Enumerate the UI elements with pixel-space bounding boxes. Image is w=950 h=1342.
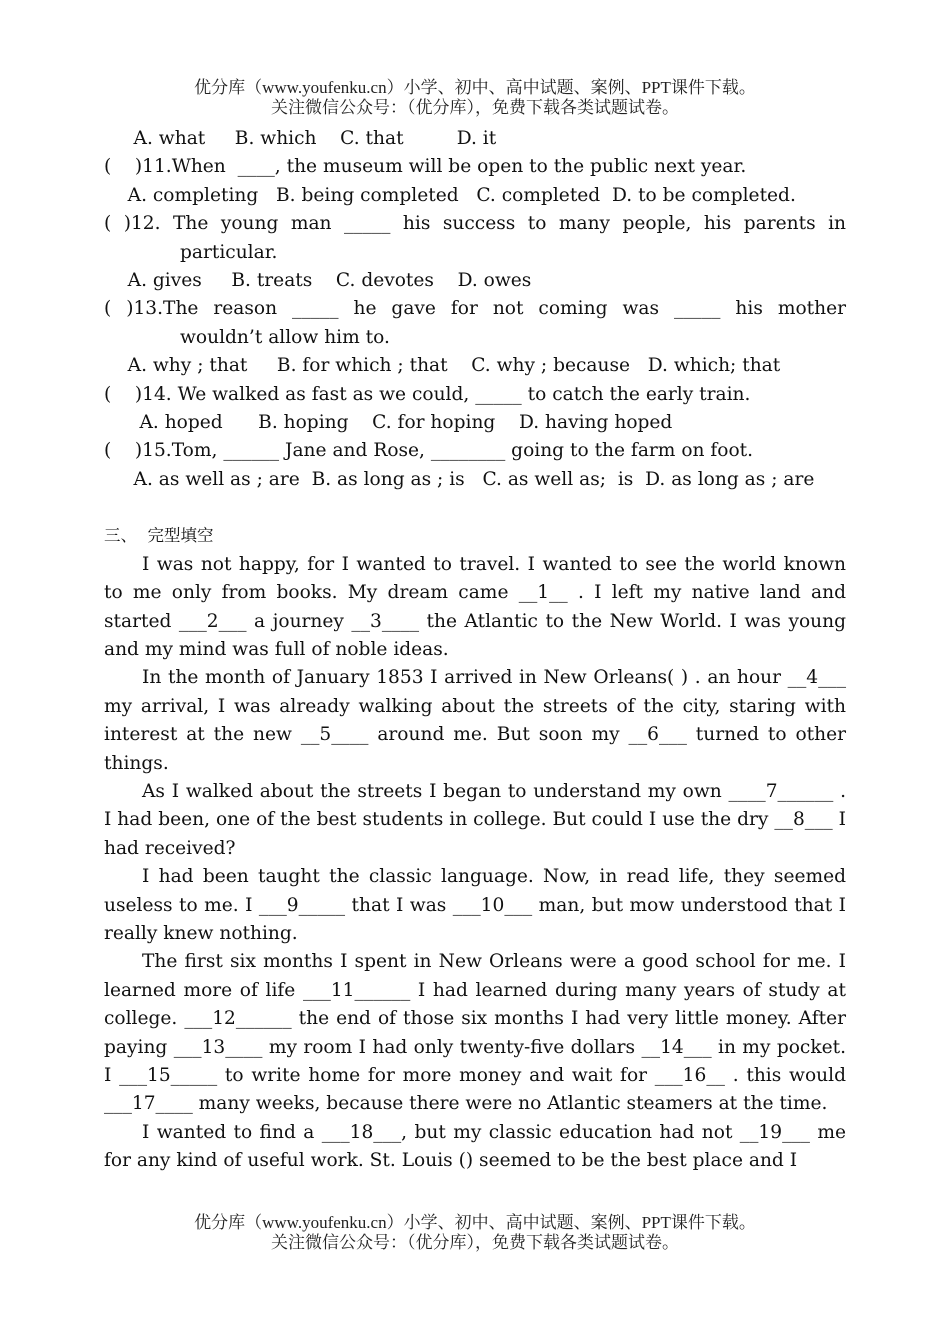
page-footer: [0, 1213, 950, 1253]
cloze-paragraph: As I walked about the streets I began to understand my own ____7______ . I had been, one of the best students in college. But could I use the dry __8___ I had received?: [104, 780, 846, 859]
q15-options: A. as well as ; are B. as long as ; is C. as well as; is D. as long as ; are: [104, 468, 815, 490]
cloze-paragraph: I wanted to find a ___18___, but my classic education had not __19___ me for any kind of useful work. St. Louis () seemed to be the best place and I: [104, 1121, 846, 1172]
footer-line-1: 优分库（www.youfenku.cn）小学、初中、高中试题、案例、PPT课件下载。: [194, 1213, 756, 1232]
question-15: ( )15.Tom, ______ Jane and Rose, ________ going to the farm on foot.: [104, 440, 754, 462]
q10-options: A. what B. which C. that D. it: [104, 128, 497, 149]
document-body: [104, 125, 846, 1176]
cloze-paragraph: I was not happy, for I wanted to travel. I wanted to see the world known to me only from books. My dream came __1__ . I left my native land and started ___2___ a journey __3____ the Atlantic to the New World. I was young and my mind was full of noble ideas.: [104, 553, 846, 660]
q11-options: A. completing B. being completed C. completed D. to be completed.: [104, 184, 796, 206]
cloze-paragraph: The first six months I spent in New Orleans were a good school for me. I learned more of life ___11______ I had learned during many years of study at college. ___12______ the end of those six months I had very little money. After paying ___13____ my room I had only twenty-five dollars __14___ in my pocket. I ___15_____ to write home for more money and wait for ___16__ . this would ___17____ many weeks, because there were no Atlantic steamers at the time.: [104, 951, 846, 1115]
q13-options: A. why ; that B. for which ; that C. why ; because D. which; that: [104, 355, 781, 377]
section-3-title: 三、 完型填空: [104, 526, 214, 546]
question-14: ( )14. We walked as fast as we could, _____ to catch the early train.: [104, 383, 751, 405]
question-11: ( )11.When ____, the museum will be open to the public next year.: [104, 156, 747, 178]
header-line-2: 关注微信公众号：（优分库），免费下载各类试题试卷。: [271, 98, 679, 117]
footer-line-2: 关注微信公众号：（优分库），免费下载各类试题试卷。: [271, 1233, 679, 1252]
question-13: ( )13.The reason _____ he gave for not coming was _____ his mother: [104, 298, 846, 320]
page-header: [0, 78, 950, 118]
question-12: ( )12. The young man _____ his success to many people, his parents in: [104, 213, 846, 235]
q12-options: A. gives B. treats C. devotes D. owes: [104, 270, 532, 292]
question-13-continued: wouldn’t allow him to.: [180, 326, 390, 348]
header-line-1: 优分库（www.youfenku.cn）小学、初中、高中试题、案例、PPT课件下载。: [194, 78, 756, 97]
q14-options: A. hoped B. hoping C. for hoping D. having hoped: [104, 412, 673, 434]
question-12-continued: particular.: [180, 241, 278, 263]
cloze-paragraph: I had been taught the classic language. Now, in read life, they seemed useless to me. I ___9_____ that I was ___10___ man, but mow understood that I really knew nothing.: [104, 866, 846, 944]
cloze-paragraph: In the month of January 1853 I arrived in New Orleans( ) . an hour __4___ my arrival, I was already walking about the streets of the city, staring with interest at the new __5____ around me. But soon my __6___ turned to other things.: [104, 667, 846, 774]
